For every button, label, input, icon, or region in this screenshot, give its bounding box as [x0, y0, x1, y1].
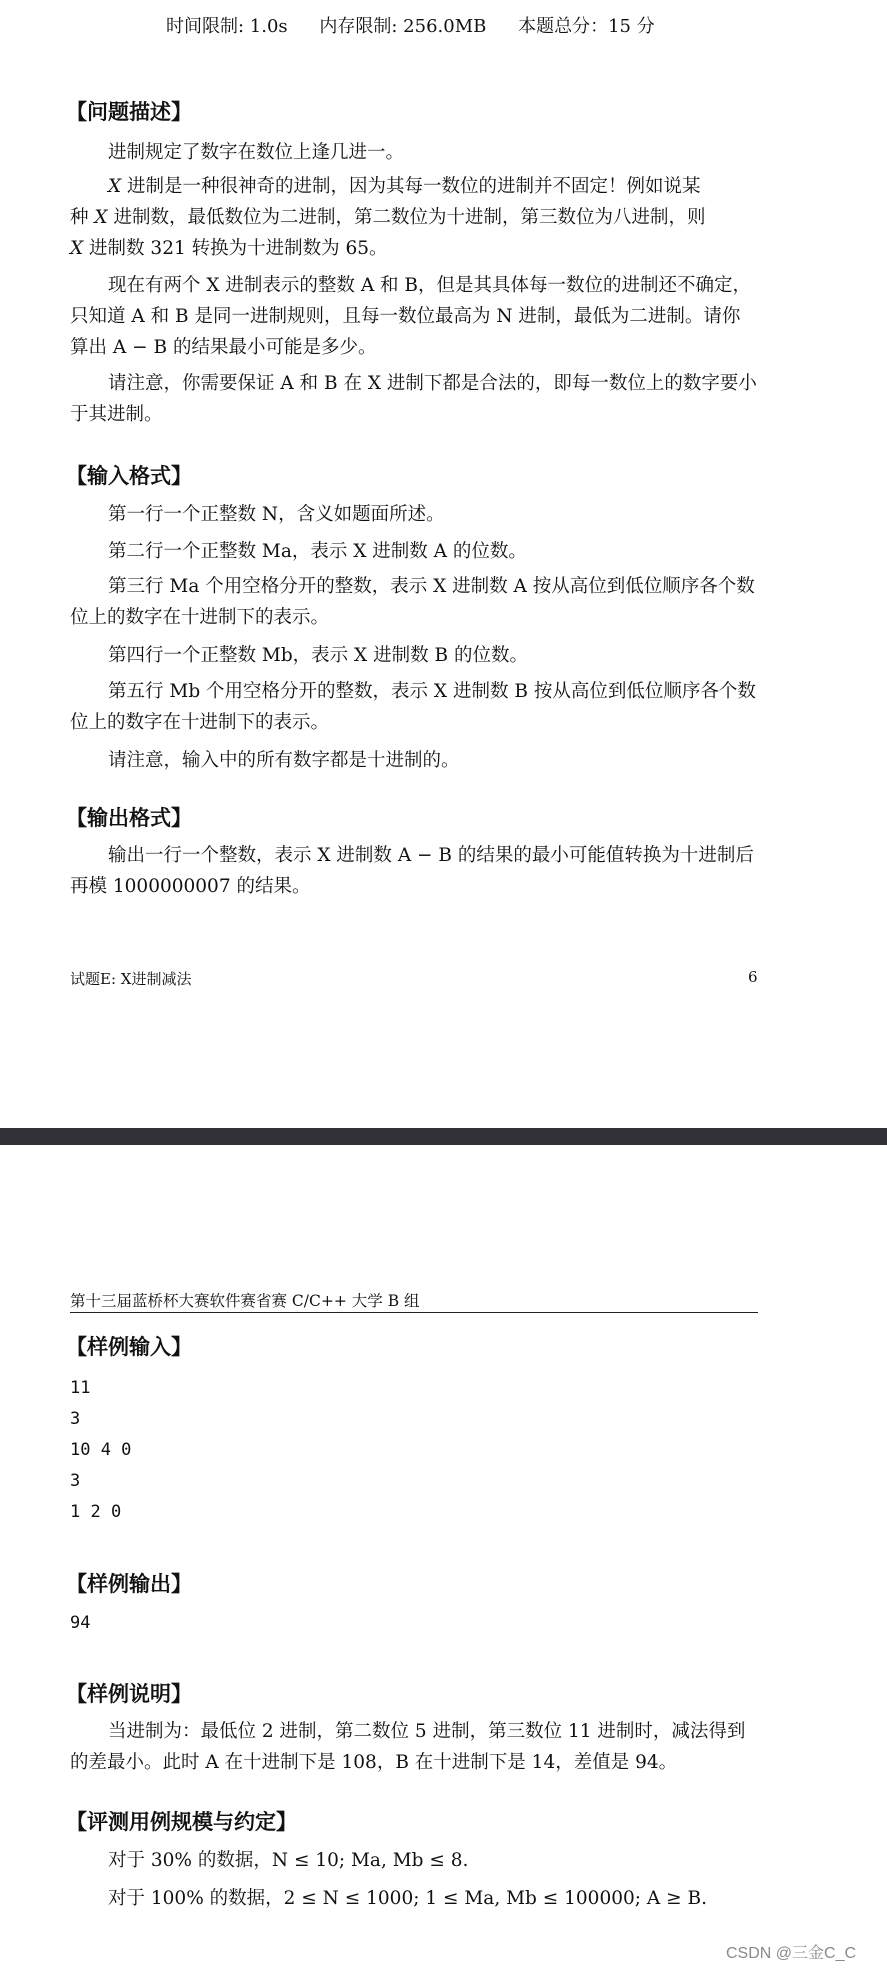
running-head-rule [70, 1312, 758, 1313]
problem-paragraph-1: 进制规定了数字在数位上逢几进一。 [108, 142, 405, 163]
sample-input-line: 11 [70, 1378, 91, 1398]
problem-paragraph-2: X 进制是一种很神奇的进制，因为其每一数位的进制并不固定！例如说某 种 X 进制数，最低数位为二进制，第二数位为十进制，第三数位为八进制，则 X 进制数 321 转换为十进制数为 65。 [70, 176, 706, 259]
explanation-heading: 【样例说明】 [66, 1682, 192, 1706]
problem-heading: 【问题描述】 [66, 100, 192, 124]
constraint-line-2: 对于 100% 的数据，2 ≤ N ≤ 1000; 1 ≤ Ma, Mb ≤ 100000; A ≥ B. [108, 1888, 707, 1909]
input-line-1: 第一行一个正整数 N，含义如题面所述。 [108, 504, 445, 525]
limits-line [166, 12, 681, 38]
constraints-heading: 【评测用例规模与约定】 [66, 1810, 297, 1834]
sample-input-line: 1 2 0 [70, 1502, 122, 1522]
time-limit: 时间限制: 1.0s [166, 16, 288, 37]
memory-limit: 内存限制: 256.0MB [319, 16, 487, 37]
sample-input-line: 10 4 0 [70, 1440, 132, 1460]
input-line-2: 第二行一个正整数 Ma，表示 X 进制数 A 的位数。 [108, 541, 527, 562]
sample-output-value: 94 [70, 1613, 91, 1633]
input-line-4: 第四行一个正整数 Mb，表示 X 进制数 B 的位数。 [108, 645, 528, 666]
sample-input-heading: 【样例输入】 [66, 1335, 192, 1359]
sample-input-line: 3 [70, 1471, 81, 1491]
sample-input-block [70, 1373, 131, 1528]
input-heading: 【输入格式】 [66, 464, 192, 488]
total-score: 本题总分：15 分 [518, 16, 655, 37]
sample-output-heading: 【样例输出】 [66, 1572, 192, 1596]
watermark: CSDN @三金C_C [726, 1945, 857, 1962]
sample-input-line: 3 [70, 1409, 81, 1429]
running-head: 第十三届蓝桥杯大赛软件赛省赛 C/C++ 大学 B 组 [70, 1292, 420, 1310]
output-heading: 【输出格式】 [66, 806, 192, 830]
explanation-paragraph: 当进制为：最低位 2 进制，第二数位 5 进制，第三数位 11 进制时，减法得到的差最小。此时 A 在十进制下是 108，B 在十进制下是 14，差值是 94。 [70, 1721, 746, 1773]
input-line-3: 第三行 Ma 个用空格分开的整数，表示 X 进制数 A 按从高位到低位顺序各个数位上的数字在十进制下的表示。 [70, 576, 755, 628]
constraint-line-1: 对于 30% 的数据，N ≤ 10; Ma, Mb ≤ 8. [108, 1850, 469, 1871]
output-paragraph: 输出一行一个整数，表示 X 进制数 A − B 的结果的最小可能值转换为十进制后再模 1000000007 的结果。 [70, 845, 754, 897]
page-number: 6 [748, 968, 758, 986]
input-line-5: 第五行 Mb 个用空格分开的整数，表示 X 进制数 B 按从高位到低位顺序各个数位上的数字在十进制下的表示。 [70, 681, 756, 733]
problem-paragraph-3: 现在有两个 X 进制表示的整数 A 和 B，但是其具体每一数位的进制还不确定，只知道 A 和 B 是同一进制规则，且每一数位最高为 N 进制，最低为二进制。请你算出 A − B 的结果最小可能是多少。 [70, 275, 752, 358]
page-divider [0, 1128, 887, 1145]
problem-paragraph-4: 请注意，你需要保证 A 和 B 在 X 进制下都是合法的，即每一数位上的数字要小于其进制。 [70, 373, 757, 425]
page-footer-title: 试题E: X进制减法 [70, 970, 192, 988]
input-line-6: 请注意，输入中的所有数字都是十进制的。 [108, 750, 460, 771]
